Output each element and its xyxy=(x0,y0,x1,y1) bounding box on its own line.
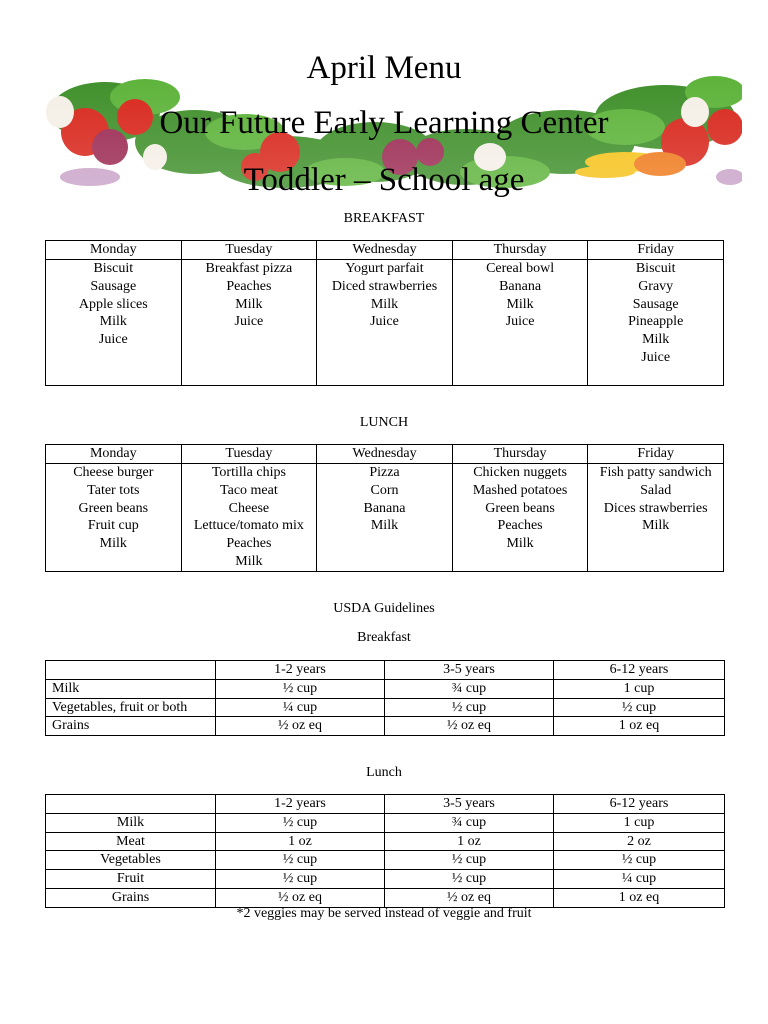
table-cell: ½ oz eq xyxy=(216,888,385,907)
menu-cell xyxy=(317,260,453,386)
table-cell: 2 oz xyxy=(554,832,725,851)
table-cell: ½ cup xyxy=(385,698,554,717)
menu-item: Mashed potatoes xyxy=(472,482,568,498)
column-header: 6-12 years xyxy=(554,795,725,814)
column-header: Monday xyxy=(46,445,182,464)
menu-item: Pineapple xyxy=(628,314,684,330)
menu-cell xyxy=(317,464,453,572)
table-cell: ¾ cup xyxy=(385,679,554,698)
menu-item: Diced strawberries xyxy=(331,278,438,294)
table-cell: ½ oz eq xyxy=(216,717,385,736)
menu-cell xyxy=(452,260,588,386)
menu-item: Green beans xyxy=(485,500,555,516)
table-cell: ½ cup xyxy=(216,679,385,698)
table-cell: ¾ cup xyxy=(385,813,554,832)
menu-item: Milk xyxy=(370,296,399,312)
breakfast-heading: BREAKFAST xyxy=(343,211,425,226)
page-title: April Menu xyxy=(306,50,462,86)
table-cell: ½ oz eq xyxy=(385,717,554,736)
menu-item: Corn xyxy=(370,482,399,498)
table-row xyxy=(46,260,724,386)
menu-item: Sausage xyxy=(632,296,679,312)
column-header: Tuesday xyxy=(181,241,317,260)
menu-item: Cereal bowl xyxy=(486,261,555,276)
menu-item: Juice xyxy=(505,314,535,330)
column-header: Thursday xyxy=(452,241,588,260)
menu-item: Biscuit xyxy=(635,261,676,276)
menu-item: Tater tots xyxy=(87,482,140,498)
menu-item: Breakfast pizza xyxy=(205,261,293,276)
menu-item: Peaches xyxy=(226,278,272,294)
age-group: Toddler – School age xyxy=(243,162,525,198)
table-cell: 1 oz xyxy=(385,832,554,851)
menu-item: Milk xyxy=(506,296,534,312)
table-header-row xyxy=(46,241,724,260)
column-header: Thursday xyxy=(452,445,588,464)
menu-item: Gravy xyxy=(638,278,674,294)
table-cell: ¼ cup xyxy=(554,870,725,889)
table-row xyxy=(46,698,725,717)
menu-cell xyxy=(588,260,724,386)
menu-cell xyxy=(46,260,182,386)
table-cell: ½ cup xyxy=(216,813,385,832)
menu-cell xyxy=(588,464,724,572)
table-header-row xyxy=(46,795,725,814)
table-cell: 1 cup xyxy=(554,679,725,698)
menu-item: Milk xyxy=(99,536,127,552)
column-header: Friday xyxy=(588,445,724,464)
menu-item: Milk xyxy=(235,296,263,312)
menu-item: Juice xyxy=(98,332,128,348)
row-label: Grains xyxy=(46,888,216,907)
column-header: Monday xyxy=(46,241,182,260)
row-label: Meat xyxy=(46,832,216,851)
menu-item: Milk xyxy=(642,518,670,534)
menu-item: Biscuit xyxy=(93,261,134,276)
menu-item: Peaches xyxy=(497,518,543,534)
menu-item: Tortilla chips xyxy=(211,465,286,480)
footnote: *2 veggies may be served instead of veggie and fruit xyxy=(236,906,532,921)
menu-item: Milk xyxy=(642,332,670,348)
column-header: 6-12 years xyxy=(554,661,725,680)
table-cell: ½ oz eq xyxy=(385,888,554,907)
column-header: Wednesday xyxy=(317,241,453,260)
breakfast-menu-table xyxy=(45,240,724,386)
table-row xyxy=(46,832,725,851)
table-cell: 1 cup xyxy=(554,813,725,832)
menu-cell xyxy=(181,464,317,572)
menu-item: Taco meat xyxy=(220,482,278,498)
menu-item: Fish patty sandwich xyxy=(599,465,712,480)
menu-item: Green beans xyxy=(78,500,149,516)
column-header xyxy=(46,661,216,680)
menu-item: Milk xyxy=(506,536,534,552)
table-cell: ½ cup xyxy=(385,870,554,889)
table-cell: 1 oz xyxy=(216,832,385,851)
table-cell: ½ cup xyxy=(554,851,725,870)
table-row xyxy=(46,851,725,870)
center-name: Our Future Early Learning Center xyxy=(159,105,609,141)
menu-item: Peaches xyxy=(226,536,272,552)
column-header: 1-2 years xyxy=(216,795,385,814)
column-header: 3-5 years xyxy=(385,661,554,680)
row-label: Fruit xyxy=(46,870,216,889)
column-header: Friday xyxy=(588,241,724,260)
menu-cell xyxy=(46,464,182,572)
table-cell: 1 oz eq xyxy=(554,717,725,736)
table-cell: ½ cup xyxy=(216,851,385,870)
table-header-row xyxy=(46,661,725,680)
row-label: Grains xyxy=(46,717,216,736)
row-label: Vegetables xyxy=(46,851,216,870)
usda-lunch-table xyxy=(45,794,725,908)
menu-item: Apple slices xyxy=(78,296,148,312)
table-row xyxy=(46,813,725,832)
menu-item: Dices strawberries xyxy=(603,500,708,516)
usda-breakfast-table xyxy=(45,660,725,736)
lunch-heading: LUNCH xyxy=(359,415,409,430)
menu-item: Milk xyxy=(235,553,263,569)
menu-item: Banana xyxy=(363,500,406,516)
menu-item: Cheese burger xyxy=(73,465,154,480)
column-header: 3-5 years xyxy=(385,795,554,814)
usda-heading: USDA Guidelines xyxy=(333,601,435,616)
table-cell: ¼ cup xyxy=(216,698,385,717)
menu-item: Yogurt parfait xyxy=(345,261,424,276)
column-header: Wednesday xyxy=(317,445,453,464)
row-label: Milk xyxy=(46,679,216,698)
table-cell: ½ cup xyxy=(554,698,725,717)
usda-lunch-heading: Lunch xyxy=(366,765,402,780)
menu-item: Banana xyxy=(499,278,542,294)
menu-item: Juice xyxy=(370,314,399,330)
table-row xyxy=(46,464,724,572)
menu-item: Pizza xyxy=(369,465,400,480)
table-row xyxy=(46,870,725,889)
menu-cell xyxy=(181,260,317,386)
column-header xyxy=(46,795,216,814)
menu-item: Juice xyxy=(234,314,264,330)
menu-item: Sausage xyxy=(90,278,137,294)
menu-item: Chicken nuggets xyxy=(473,465,567,480)
menu-item: Salad xyxy=(640,482,672,498)
menu-item: Juice xyxy=(641,349,671,365)
menu-item: Fruit cup xyxy=(87,518,139,534)
table-row xyxy=(46,717,725,736)
menu-item: Milk xyxy=(99,314,127,330)
menu-item: Milk xyxy=(370,518,399,534)
menu-item: Cheese xyxy=(228,500,270,516)
column-header: Tuesday xyxy=(181,445,317,464)
menu-item: Lettuce/tomato mix xyxy=(193,518,304,534)
table-cell: ½ cup xyxy=(216,870,385,889)
row-label: Milk xyxy=(46,813,216,832)
column-header: 1-2 years xyxy=(216,661,385,680)
table-row xyxy=(46,679,725,698)
menu-cell xyxy=(452,464,588,572)
table-cell: 1 oz eq xyxy=(554,888,725,907)
lunch-menu-table xyxy=(45,444,724,572)
table-header-row xyxy=(46,445,724,464)
row-label: Vegetables, fruit or both xyxy=(46,698,216,717)
usda-breakfast-heading: Breakfast xyxy=(357,630,411,645)
table-cell: ½ cup xyxy=(385,851,554,870)
